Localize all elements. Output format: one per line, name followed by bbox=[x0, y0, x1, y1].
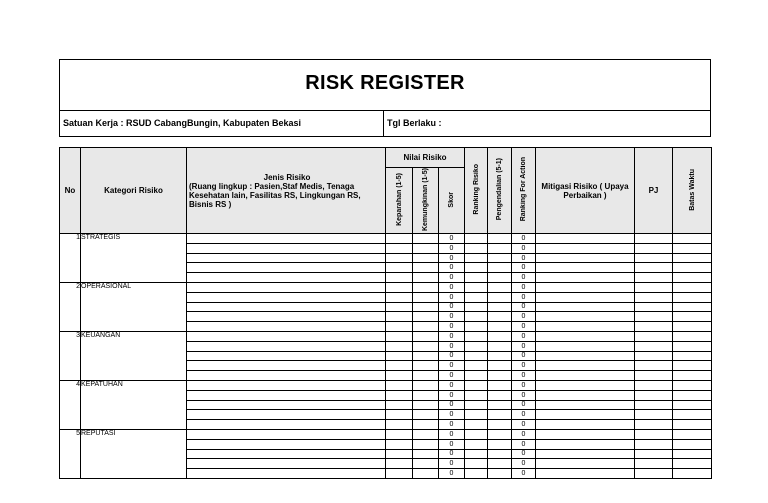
risk-type-cell bbox=[187, 449, 386, 459]
ranking-action-cell: 0 bbox=[512, 380, 536, 390]
mitigation-cell bbox=[536, 243, 635, 253]
control-cell bbox=[488, 283, 512, 293]
control-cell bbox=[488, 390, 512, 400]
likelihood-cell bbox=[413, 234, 439, 244]
ranking-action-cell: 0 bbox=[512, 449, 536, 459]
document-title: RISK REGISTER bbox=[305, 72, 465, 94]
ranking-action-cell: 0 bbox=[512, 429, 536, 439]
deadline-cell bbox=[673, 283, 712, 293]
category-name: KEPATUHAN bbox=[81, 380, 187, 429]
ranking-action-cell: 0 bbox=[512, 420, 536, 430]
pic-cell bbox=[635, 331, 673, 341]
deadline-cell bbox=[673, 420, 712, 430]
risk-type-cell bbox=[187, 331, 386, 341]
severity-cell bbox=[386, 292, 413, 302]
score-cell: 0 bbox=[439, 380, 465, 390]
control-cell bbox=[488, 292, 512, 302]
ranking-risk-cell bbox=[465, 371, 488, 381]
unit-label: Satuan Kerja : RSUD CabangBungin, Kabupaten Bekasi bbox=[63, 118, 302, 128]
ranking-risk-cell bbox=[465, 400, 488, 410]
control-cell bbox=[488, 331, 512, 341]
pic-cell bbox=[635, 420, 673, 430]
ranking-risk-cell bbox=[465, 243, 488, 253]
deadline-cell bbox=[673, 302, 712, 312]
deadline-cell bbox=[673, 351, 712, 361]
ranking-action-cell: 0 bbox=[512, 469, 536, 479]
likelihood-cell bbox=[413, 439, 439, 449]
mitigation-cell bbox=[536, 439, 635, 449]
category-name: STRATEGIS bbox=[81, 234, 187, 283]
pic-cell bbox=[635, 263, 673, 273]
info-box bbox=[59, 110, 711, 137]
info-divider bbox=[383, 111, 384, 136]
pic-cell bbox=[635, 390, 673, 400]
header-pic: PJ bbox=[635, 148, 673, 234]
risk-type-cell bbox=[187, 380, 386, 390]
deadline-cell bbox=[673, 371, 712, 381]
control-cell bbox=[488, 420, 512, 430]
score-cell: 0 bbox=[439, 234, 465, 244]
control-cell bbox=[488, 351, 512, 361]
severity-cell bbox=[386, 420, 413, 430]
ranking-action-cell: 0 bbox=[512, 371, 536, 381]
ranking-action-cell: 0 bbox=[512, 361, 536, 371]
score-cell: 0 bbox=[439, 273, 465, 283]
mitigation-cell bbox=[536, 351, 635, 361]
likelihood-cell bbox=[413, 302, 439, 312]
mitigation-cell bbox=[536, 371, 635, 381]
mitigation-cell bbox=[536, 292, 635, 302]
mitigation-cell bbox=[536, 361, 635, 371]
mitigation-cell bbox=[536, 410, 635, 420]
deadline-cell bbox=[673, 469, 712, 479]
mitigation-cell bbox=[536, 429, 635, 439]
ranking-action-cell: 0 bbox=[512, 292, 536, 302]
category-name: KEUANGAN bbox=[81, 331, 187, 380]
deadline-cell bbox=[673, 312, 712, 322]
risk-type-cell bbox=[187, 263, 386, 273]
risk-type-cell bbox=[187, 341, 386, 351]
control-cell bbox=[488, 263, 512, 273]
ranking-action-cell: 0 bbox=[512, 302, 536, 312]
likelihood-cell bbox=[413, 361, 439, 371]
pic-cell bbox=[635, 292, 673, 302]
likelihood-cell bbox=[413, 341, 439, 351]
mitigation-cell bbox=[536, 312, 635, 322]
ranking-risk-cell bbox=[465, 439, 488, 449]
pic-cell bbox=[635, 361, 673, 371]
likelihood-cell bbox=[413, 449, 439, 459]
likelihood-cell bbox=[413, 322, 439, 332]
likelihood-cell bbox=[413, 371, 439, 381]
severity-cell bbox=[386, 400, 413, 410]
likelihood-cell bbox=[413, 429, 439, 439]
likelihood-cell bbox=[413, 459, 439, 469]
risk-type-cell bbox=[187, 351, 386, 361]
likelihood-cell bbox=[413, 469, 439, 479]
score-cell: 0 bbox=[439, 390, 465, 400]
table-row bbox=[60, 283, 712, 293]
ranking-risk-cell bbox=[465, 331, 488, 341]
likelihood-cell bbox=[413, 283, 439, 293]
ranking-risk-cell bbox=[465, 429, 488, 439]
risk-type-cell bbox=[187, 469, 386, 479]
severity-cell bbox=[386, 459, 413, 469]
severity-cell bbox=[386, 312, 413, 322]
likelihood-cell bbox=[413, 390, 439, 400]
category-number: 2 bbox=[60, 283, 81, 332]
control-cell bbox=[488, 322, 512, 332]
pic-cell bbox=[635, 234, 673, 244]
ranking-action-cell: 0 bbox=[512, 351, 536, 361]
risk-type-label: Jenis Risiko bbox=[263, 172, 311, 182]
ranking-risk-cell bbox=[465, 302, 488, 312]
mitigation-cell bbox=[536, 322, 635, 332]
ranking-risk-cell bbox=[465, 361, 488, 371]
control-cell bbox=[488, 400, 512, 410]
severity-cell bbox=[386, 243, 413, 253]
likelihood-cell bbox=[413, 400, 439, 410]
score-cell: 0 bbox=[439, 283, 465, 293]
mitigation-cell bbox=[536, 390, 635, 400]
pic-cell bbox=[635, 410, 673, 420]
score-cell: 0 bbox=[439, 292, 465, 302]
severity-cell bbox=[386, 351, 413, 361]
pic-cell bbox=[635, 469, 673, 479]
risk-table-body bbox=[60, 234, 712, 479]
header-deadline: Batas Waktu bbox=[673, 148, 712, 234]
likelihood-cell bbox=[413, 292, 439, 302]
ranking-action-cell: 0 bbox=[512, 253, 536, 263]
score-cell: 0 bbox=[439, 341, 465, 351]
deadline-cell bbox=[673, 292, 712, 302]
deadline-cell bbox=[673, 380, 712, 390]
ranking-risk-cell bbox=[465, 292, 488, 302]
risk-type-cell bbox=[187, 371, 386, 381]
mitigation-cell bbox=[536, 341, 635, 351]
date-label: Tgl Berlaku : bbox=[387, 118, 442, 128]
severity-cell bbox=[386, 390, 413, 400]
control-cell bbox=[488, 469, 512, 479]
control-cell bbox=[488, 361, 512, 371]
deadline-cell bbox=[673, 449, 712, 459]
ranking-action-cell: 0 bbox=[512, 331, 536, 341]
header-risk-type bbox=[187, 148, 386, 234]
ranking-action-cell: 0 bbox=[512, 243, 536, 253]
pic-cell bbox=[635, 253, 673, 263]
risk-type-cell bbox=[187, 283, 386, 293]
header-control: Pengendalian (5-1) bbox=[488, 148, 512, 234]
risk-type-cell bbox=[187, 243, 386, 253]
ranking-risk-cell bbox=[465, 263, 488, 273]
control-cell bbox=[488, 243, 512, 253]
ranking-risk-cell bbox=[465, 312, 488, 322]
score-cell: 0 bbox=[439, 469, 465, 479]
mitigation-cell bbox=[536, 331, 635, 341]
ranking-action-cell: 0 bbox=[512, 459, 536, 469]
control-cell bbox=[488, 273, 512, 283]
severity-cell bbox=[386, 283, 413, 293]
severity-cell bbox=[386, 361, 413, 371]
ranking-risk-cell bbox=[465, 322, 488, 332]
ranking-risk-cell bbox=[465, 459, 488, 469]
score-cell: 0 bbox=[439, 351, 465, 361]
likelihood-cell bbox=[413, 331, 439, 341]
ranking-action-cell: 0 bbox=[512, 263, 536, 273]
pic-cell bbox=[635, 341, 673, 351]
header-ranking-risk: Ranking Risiko bbox=[465, 148, 488, 234]
header-mitigation: Mitigasi Risiko ( Upaya Perbaikan ) bbox=[536, 148, 635, 234]
severity-cell bbox=[386, 234, 413, 244]
score-cell: 0 bbox=[439, 459, 465, 469]
ranking-risk-cell bbox=[465, 341, 488, 351]
pic-cell bbox=[635, 459, 673, 469]
mitigation-cell bbox=[536, 302, 635, 312]
title-box bbox=[59, 59, 711, 111]
deadline-cell bbox=[673, 410, 712, 420]
pic-cell bbox=[635, 273, 673, 283]
risk-scope-label: (Ruang lingkup : Pasien,Staf Medis, Tenaga Kesehatan lain, Fasilitas RS, Lingkungan RS, Bisnis RS ) bbox=[189, 181, 361, 209]
pic-cell bbox=[635, 400, 673, 410]
control-cell bbox=[488, 429, 512, 439]
deadline-cell bbox=[673, 243, 712, 253]
ranking-risk-cell bbox=[465, 469, 488, 479]
pic-cell bbox=[635, 302, 673, 312]
risk-type-cell bbox=[187, 390, 386, 400]
ranking-risk-cell bbox=[465, 390, 488, 400]
ranking-action-cell: 0 bbox=[512, 322, 536, 332]
severity-cell bbox=[386, 341, 413, 351]
score-cell: 0 bbox=[439, 322, 465, 332]
ranking-risk-cell bbox=[465, 234, 488, 244]
likelihood-cell bbox=[413, 351, 439, 361]
risk-type-cell bbox=[187, 312, 386, 322]
mitigation-cell bbox=[536, 234, 635, 244]
ranking-action-cell: 0 bbox=[512, 410, 536, 420]
mitigation-cell bbox=[536, 420, 635, 430]
control-cell bbox=[488, 459, 512, 469]
risk-type-cell bbox=[187, 439, 386, 449]
ranking-action-cell: 0 bbox=[512, 341, 536, 351]
mitigation-cell bbox=[536, 263, 635, 273]
severity-cell bbox=[386, 449, 413, 459]
mitigation-cell bbox=[536, 400, 635, 410]
risk-type-cell bbox=[187, 234, 386, 244]
header-risk-value: Nilai Risiko bbox=[386, 148, 465, 168]
ranking-action-cell: 0 bbox=[512, 234, 536, 244]
deadline-cell bbox=[673, 429, 712, 439]
severity-cell bbox=[386, 429, 413, 439]
risk-type-cell bbox=[187, 322, 386, 332]
risk-type-cell bbox=[187, 410, 386, 420]
pic-cell bbox=[635, 439, 673, 449]
category-number: 5 bbox=[60, 429, 81, 478]
control-cell bbox=[488, 449, 512, 459]
table-row bbox=[60, 429, 712, 439]
mitigation-cell bbox=[536, 469, 635, 479]
table-row bbox=[60, 380, 712, 390]
header-score: Skor bbox=[439, 168, 465, 234]
category-number: 4 bbox=[60, 380, 81, 429]
risk-type-cell bbox=[187, 253, 386, 263]
risk-type-cell bbox=[187, 429, 386, 439]
score-cell: 0 bbox=[439, 429, 465, 439]
deadline-cell bbox=[673, 400, 712, 410]
control-cell bbox=[488, 234, 512, 244]
deadline-cell bbox=[673, 322, 712, 332]
score-cell: 0 bbox=[439, 253, 465, 263]
ranking-risk-cell bbox=[465, 410, 488, 420]
category-number: 1 bbox=[60, 234, 81, 283]
severity-cell bbox=[386, 331, 413, 341]
category-number: 3 bbox=[60, 331, 81, 380]
score-cell: 0 bbox=[439, 400, 465, 410]
likelihood-cell bbox=[413, 273, 439, 283]
severity-cell bbox=[386, 469, 413, 479]
ranking-risk-cell bbox=[465, 420, 488, 430]
control-cell bbox=[488, 253, 512, 263]
likelihood-cell bbox=[413, 312, 439, 322]
deadline-cell bbox=[673, 253, 712, 263]
mitigation-cell bbox=[536, 459, 635, 469]
severity-cell bbox=[386, 302, 413, 312]
control-cell bbox=[488, 371, 512, 381]
ranking-risk-cell bbox=[465, 273, 488, 283]
header-ranking-action: Ranking For Action bbox=[512, 148, 536, 234]
deadline-cell bbox=[673, 361, 712, 371]
deadline-cell bbox=[673, 331, 712, 341]
risk-register-table bbox=[59, 147, 712, 479]
score-cell: 0 bbox=[439, 361, 465, 371]
risk-type-cell bbox=[187, 420, 386, 430]
score-cell: 0 bbox=[439, 331, 465, 341]
ranking-action-cell: 0 bbox=[512, 439, 536, 449]
ranking-risk-cell bbox=[465, 380, 488, 390]
score-cell: 0 bbox=[439, 439, 465, 449]
category-name: REPUTASI bbox=[81, 429, 187, 478]
likelihood-cell bbox=[413, 420, 439, 430]
header-likelihood: Kemungkinan (1-5) bbox=[413, 168, 439, 234]
likelihood-cell bbox=[413, 380, 439, 390]
score-cell: 0 bbox=[439, 243, 465, 253]
risk-type-cell bbox=[187, 292, 386, 302]
ranking-action-cell: 0 bbox=[512, 400, 536, 410]
deadline-cell bbox=[673, 234, 712, 244]
risk-type-cell bbox=[187, 400, 386, 410]
deadline-cell bbox=[673, 459, 712, 469]
score-cell: 0 bbox=[439, 371, 465, 381]
mitigation-cell bbox=[536, 283, 635, 293]
deadline-cell bbox=[673, 439, 712, 449]
severity-cell bbox=[386, 253, 413, 263]
pic-cell bbox=[635, 312, 673, 322]
ranking-risk-cell bbox=[465, 283, 488, 293]
deadline-cell bbox=[673, 390, 712, 400]
header-severity: Keparahan (1-5) bbox=[386, 168, 413, 234]
ranking-action-cell: 0 bbox=[512, 390, 536, 400]
category-name: OPERASIONAL bbox=[81, 283, 187, 332]
score-cell: 0 bbox=[439, 410, 465, 420]
severity-cell bbox=[386, 371, 413, 381]
control-cell bbox=[488, 410, 512, 420]
score-cell: 0 bbox=[439, 420, 465, 430]
ranking-action-cell: 0 bbox=[512, 312, 536, 322]
likelihood-cell bbox=[413, 410, 439, 420]
header-no: No bbox=[60, 148, 81, 234]
risk-type-cell bbox=[187, 273, 386, 283]
risk-type-cell bbox=[187, 361, 386, 371]
mitigation-cell bbox=[536, 273, 635, 283]
score-cell: 0 bbox=[439, 263, 465, 273]
pic-cell bbox=[635, 351, 673, 361]
deadline-cell bbox=[673, 273, 712, 283]
mitigation-cell bbox=[536, 253, 635, 263]
severity-cell bbox=[386, 410, 413, 420]
table-row bbox=[60, 331, 712, 341]
risk-type-cell bbox=[187, 302, 386, 312]
deadline-cell bbox=[673, 341, 712, 351]
mitigation-cell bbox=[536, 380, 635, 390]
control-cell bbox=[488, 439, 512, 449]
control-cell bbox=[488, 302, 512, 312]
likelihood-cell bbox=[413, 263, 439, 273]
severity-cell bbox=[386, 439, 413, 449]
ranking-risk-cell bbox=[465, 449, 488, 459]
control-cell bbox=[488, 380, 512, 390]
severity-cell bbox=[386, 322, 413, 332]
ranking-action-cell: 0 bbox=[512, 283, 536, 293]
severity-cell bbox=[386, 380, 413, 390]
pic-cell bbox=[635, 243, 673, 253]
ranking-risk-cell bbox=[465, 351, 488, 361]
pic-cell bbox=[635, 429, 673, 439]
pic-cell bbox=[635, 371, 673, 381]
score-cell: 0 bbox=[439, 302, 465, 312]
score-cell: 0 bbox=[439, 312, 465, 322]
ranking-risk-cell bbox=[465, 253, 488, 263]
likelihood-cell bbox=[413, 243, 439, 253]
control-cell bbox=[488, 341, 512, 351]
deadline-cell bbox=[673, 263, 712, 273]
mitigation-cell bbox=[536, 449, 635, 459]
pic-cell bbox=[635, 380, 673, 390]
severity-cell bbox=[386, 273, 413, 283]
ranking-action-cell: 0 bbox=[512, 273, 536, 283]
pic-cell bbox=[635, 322, 673, 332]
score-cell: 0 bbox=[439, 449, 465, 459]
severity-cell bbox=[386, 263, 413, 273]
table-row bbox=[60, 234, 712, 244]
pic-cell bbox=[635, 283, 673, 293]
pic-cell bbox=[635, 449, 673, 459]
likelihood-cell bbox=[413, 253, 439, 263]
header-category: Kategori Risiko bbox=[81, 148, 187, 234]
risk-type-cell bbox=[187, 459, 386, 469]
control-cell bbox=[488, 312, 512, 322]
